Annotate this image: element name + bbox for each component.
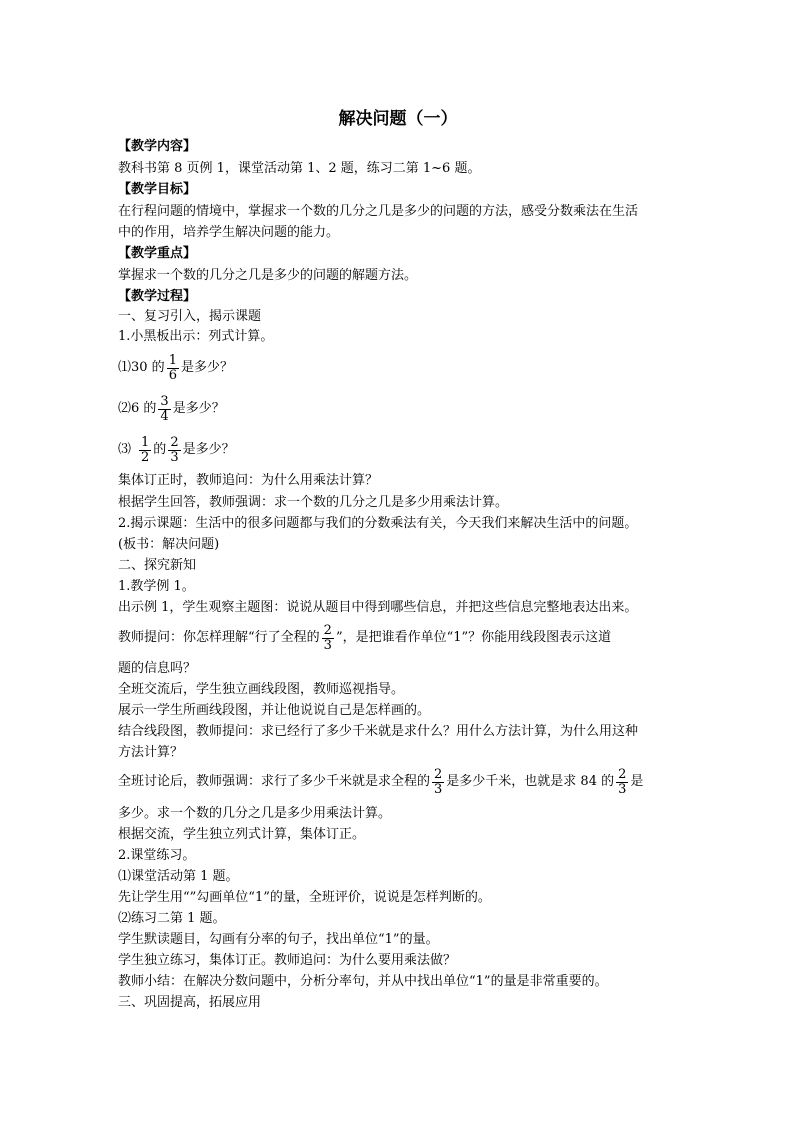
text-segment: 是: [630, 774, 644, 789]
process-line: 二、探究新知: [118, 558, 197, 573]
goal-text-1: 在行程问题的情境中，掌握求一个数的几分之几是多少的问题的方法，感受分数乘法在生活: [118, 204, 639, 219]
process-line-fraction: [118, 620, 611, 656]
text-segment: 教师提问：你怎样理解“行了全程的: [118, 630, 320, 645]
process-line: 根据交流，学生独立列式计算，集体订正。: [118, 827, 366, 842]
text-segment: ”，是把谁看作单位“1”？你能用线段图表示这道: [335, 630, 612, 645]
process-line: 2.揭示课题：生活中的很多问题都与我们的分数乘法有关，今天我们来解决生活中的问题。: [118, 516, 638, 531]
process-line: 多少。求一个数的几分之几是多少用乘法计算。: [118, 806, 392, 821]
fraction: $\frac{2}{3}$: [323, 622, 332, 653]
process-header: 【教学过程】: [118, 289, 197, 304]
page-title: 解决问题（一）: [338, 109, 458, 129]
content-header: 【教学内容】: [118, 139, 197, 154]
goal-text-2: 中的作用，培养学生解决问题的能力。: [118, 225, 340, 240]
exercise-text: 是多少？: [182, 442, 235, 457]
process-line: 展示一学生所画线段图，并让他说说自己是怎样画的。: [118, 703, 431, 718]
exercise-text: ⑶: [118, 442, 132, 457]
process-line: 方法计算？: [118, 745, 184, 760]
exercise-3: [118, 432, 235, 468]
process-line: ⑵练习二第 1 题。: [118, 911, 226, 926]
exercise-text: 是多少？: [180, 360, 233, 375]
fraction: $\frac{3}{4}$: [160, 393, 169, 424]
process-line: 根据学生回答，教师强调：求一个数的几分之几是多少用乘法计算。: [118, 495, 509, 510]
process-line: 题的信息吗？: [118, 661, 197, 676]
exercise-text: 的: [153, 442, 167, 457]
process-line: 一、复习引入，揭示课题: [118, 309, 262, 324]
exercise-text: ⑵6 的: [118, 401, 157, 416]
process-line: 先让学生用“”勾画单位“1”的量，全班评价，说说是怎样判断的。: [118, 890, 491, 905]
process-line: 学生独立练习，集体订正。教师追问：为什么要用乘法做？: [118, 953, 457, 968]
process-line: 结合线段图，教师提问：求已经行了多少千米就是求什么？用什么方法计算，为什么用这种: [118, 724, 639, 739]
exercise-1: [118, 350, 233, 386]
process-line: 出示例 1，学生观察主题图：说说从题目中得到哪些信息，并把这些信息完整地表达出来。: [118, 600, 638, 615]
text-segment: 全班讨论后，教师强调：求行了多少千米就是求全程的: [118, 774, 431, 789]
fraction: $\frac{1}{2}$: [141, 434, 150, 465]
content-text: 教科书第 8 页例 1，课堂活动第 1、2 题，练习二第 1~6 题。: [118, 161, 481, 176]
process-line: 教师小结：在解决分数问题中，分析分率句，并从中找出单位“1”的量是非常重要的。: [118, 974, 608, 989]
process-line: 全班交流后，学生独立画线段图，教师巡视指导。: [118, 682, 405, 697]
process-line: 集体订正时，教师追问：为什么用乘法计算？: [118, 473, 379, 488]
fraction: $\frac{2}{3}$: [434, 766, 443, 797]
process-line: 三、巩固提高，拓展应用: [118, 995, 262, 1010]
fraction: $\frac{1}{6}$: [168, 352, 177, 383]
fraction: $\frac{2}{3}$: [170, 434, 179, 465]
process-line-fraction: [118, 764, 643, 800]
process-line: (板书：解决问题): [118, 537, 220, 552]
process-line: ⑴课堂活动第 1 题。: [118, 869, 239, 884]
process-line: 1.教学例 1。: [118, 579, 195, 594]
process-line: 2.课堂练习。: [118, 848, 196, 863]
exercise-text: ⑴30 的: [118, 360, 165, 375]
process-line: 学生默读题目，勾画有分率的句子，找出单位“1”的量。: [118, 932, 439, 947]
key-text: 掌握求一个数的几分之几是多少的问题的解题方法。: [118, 268, 418, 283]
key-header: 【教学重点】: [118, 246, 197, 261]
fraction: $\frac{2}{3}$: [618, 766, 627, 797]
exercise-2: [118, 391, 225, 427]
text-segment: 是多少千米，也就是求 84 的: [446, 774, 615, 789]
goal-header: 【教学目标】: [118, 182, 197, 197]
process-line: 1.小黑板出示：列式计算。: [118, 329, 274, 344]
exercise-text: 是多少？: [172, 401, 225, 416]
